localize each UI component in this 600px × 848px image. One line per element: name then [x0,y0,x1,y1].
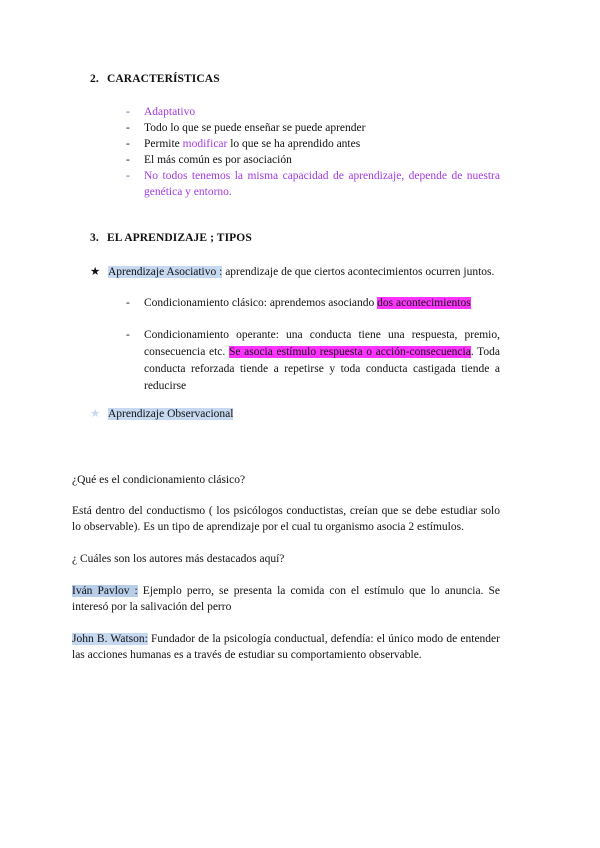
answer-1: Está dentro del conductismo ( los psicólogos conductistas, creían que se debe estudiar solo lo observable). Es un tipo de aprendizaje por el cual tu organismo asocia 2 estímulos. [72,505,500,533]
pavlov-paragraph: Iván Pavlov : Ejemplo perro, se presenta la comida con el estímulo que lo anuncia. Se interesó por la salivación del perro [72,585,500,613]
operante-item: - Condicionamiento operante: una conducta tiene una respuesta, premio, consecuencia etc. Se asocia estímulo respuesta o acción-consecuencia. Toda conducta reforzada tiende a repetirse y toda conducta castigada tiende a reducirse [126,327,500,395]
highlight-capacidad: No todos tenemos la misma capacidad de aprendizaje [144,170,402,182]
star-icon: ★ [90,408,101,420]
highlight-modificar: modificar [182,138,228,150]
asociativo-text: aprendizaje de que ciertos acontecimientos ocurren juntos. [222,266,495,278]
watson-paragraph: John B. Watson: Fundador de la psicología conductual, defendía: el único modo de entender las acciones humanas es a través de estudiar su comportamiento observable. [72,633,500,661]
observacional-item [90,406,233,422]
section-2-heading [90,73,220,85]
highlight-dos-acontecimientos: dos acontecimientos [377,297,471,309]
list-item: - El más común es por asociación [126,152,500,168]
section-3-title: EL APRENDIZAJE ; TIPOS [107,232,252,244]
list-item: - Permite modificar lo que se ha aprendido antes [126,136,500,152]
asociativo-label: Aprendizaje Asociativo : [108,266,223,278]
list-item: - No todos tenemos la misma capacidad de aprendizaje, depende de nuestra genética y entorno. [126,168,500,200]
section-3-heading [90,232,252,244]
question-2: ¿ Cuáles son los autores más destacados aquí? [72,553,285,565]
watson-name: John B. Watson: [72,633,148,645]
asociativo-item [90,264,510,280]
pavlov-name: Iván Pavlov : [72,585,138,597]
list-item: - Todo lo que se puede enseñar se puede aprender [126,120,500,136]
highlight-estimulo-respuesta: Se asocia estímulo respuesta o acción-consecuencia [228,346,471,358]
clasico-item: - Condicionamiento clásico: aprendemos asociando dos acontecimientos [126,295,500,311]
question-1: ¿Qué es el condicionamiento clásico? [72,474,246,486]
observacional-label: Aprendizaje Observacional [108,408,234,420]
list-item: - Adaptativo [126,104,500,120]
section-2-number: 2. [90,73,99,85]
section-2-title: CARACTERÍSTICAS [107,73,220,85]
section-3-number: 3. [90,232,99,244]
characteristics-list [126,104,500,200]
star-icon: ★ [90,266,101,278]
